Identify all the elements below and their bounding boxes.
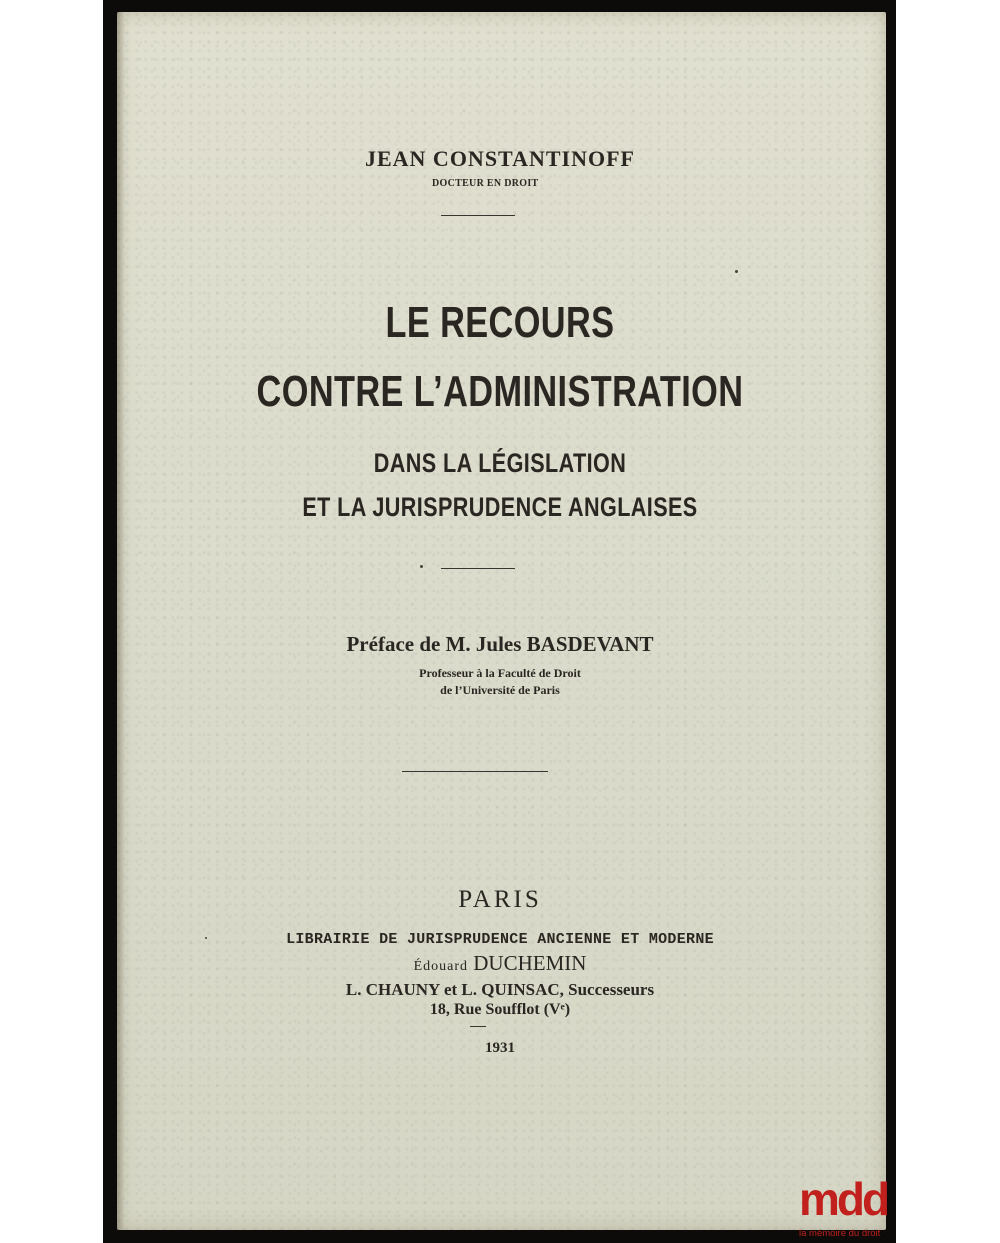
publisher-editor xyxy=(0,951,1000,976)
publisher-successors: L. CHAUNY et L. QUINSAC, Successeurs xyxy=(345,980,655,999)
publisher-name: LIBRAIRIE DE JURISPRUDENCE ANCIENNE ET MODERNE xyxy=(286,931,714,948)
preface-author-affiliation: de l’Université de Paris xyxy=(440,683,560,697)
preface-author-title: Professeur à la Faculté de Droit xyxy=(419,666,581,680)
ink-speck xyxy=(205,937,207,939)
divider-rule xyxy=(470,1026,486,1027)
mdd-watermark-logo xyxy=(797,1173,907,1243)
book-title-line2: CONTRE L’ADMINISTRATION xyxy=(256,367,744,416)
book-subtitle-line1: DANS LA LÉGISLATION xyxy=(373,448,627,478)
author-title: DOCTEUR EN DROIT xyxy=(432,178,539,189)
publisher-address: 18, Rue Soufflot (Vᵉ) xyxy=(429,1001,571,1018)
divider-rule xyxy=(441,568,515,569)
mdd-logo-mark: mdd xyxy=(799,1173,888,1225)
ink-speck xyxy=(420,565,423,568)
divider-rule xyxy=(402,771,548,772)
book-title-line1: LE RECOURS xyxy=(385,298,615,347)
editor-last-name: DUCHEMIN xyxy=(473,951,587,975)
ink-speck xyxy=(735,270,738,273)
publication-city: PARIS xyxy=(458,886,542,913)
mdd-logo-tagline: la mémoire du droit xyxy=(799,1228,881,1239)
preface-credit: Préface de M. Jules BASDEVANT xyxy=(346,632,654,656)
author-name: JEAN CONSTANTINOFF xyxy=(364,146,635,171)
publication-year: 1931 xyxy=(485,1040,515,1056)
editor-first-name: Édouard xyxy=(413,959,468,974)
book-subtitle-line2: ET LA JURISPRUDENCE ANGLAISES xyxy=(302,492,698,522)
divider-rule xyxy=(441,215,515,216)
